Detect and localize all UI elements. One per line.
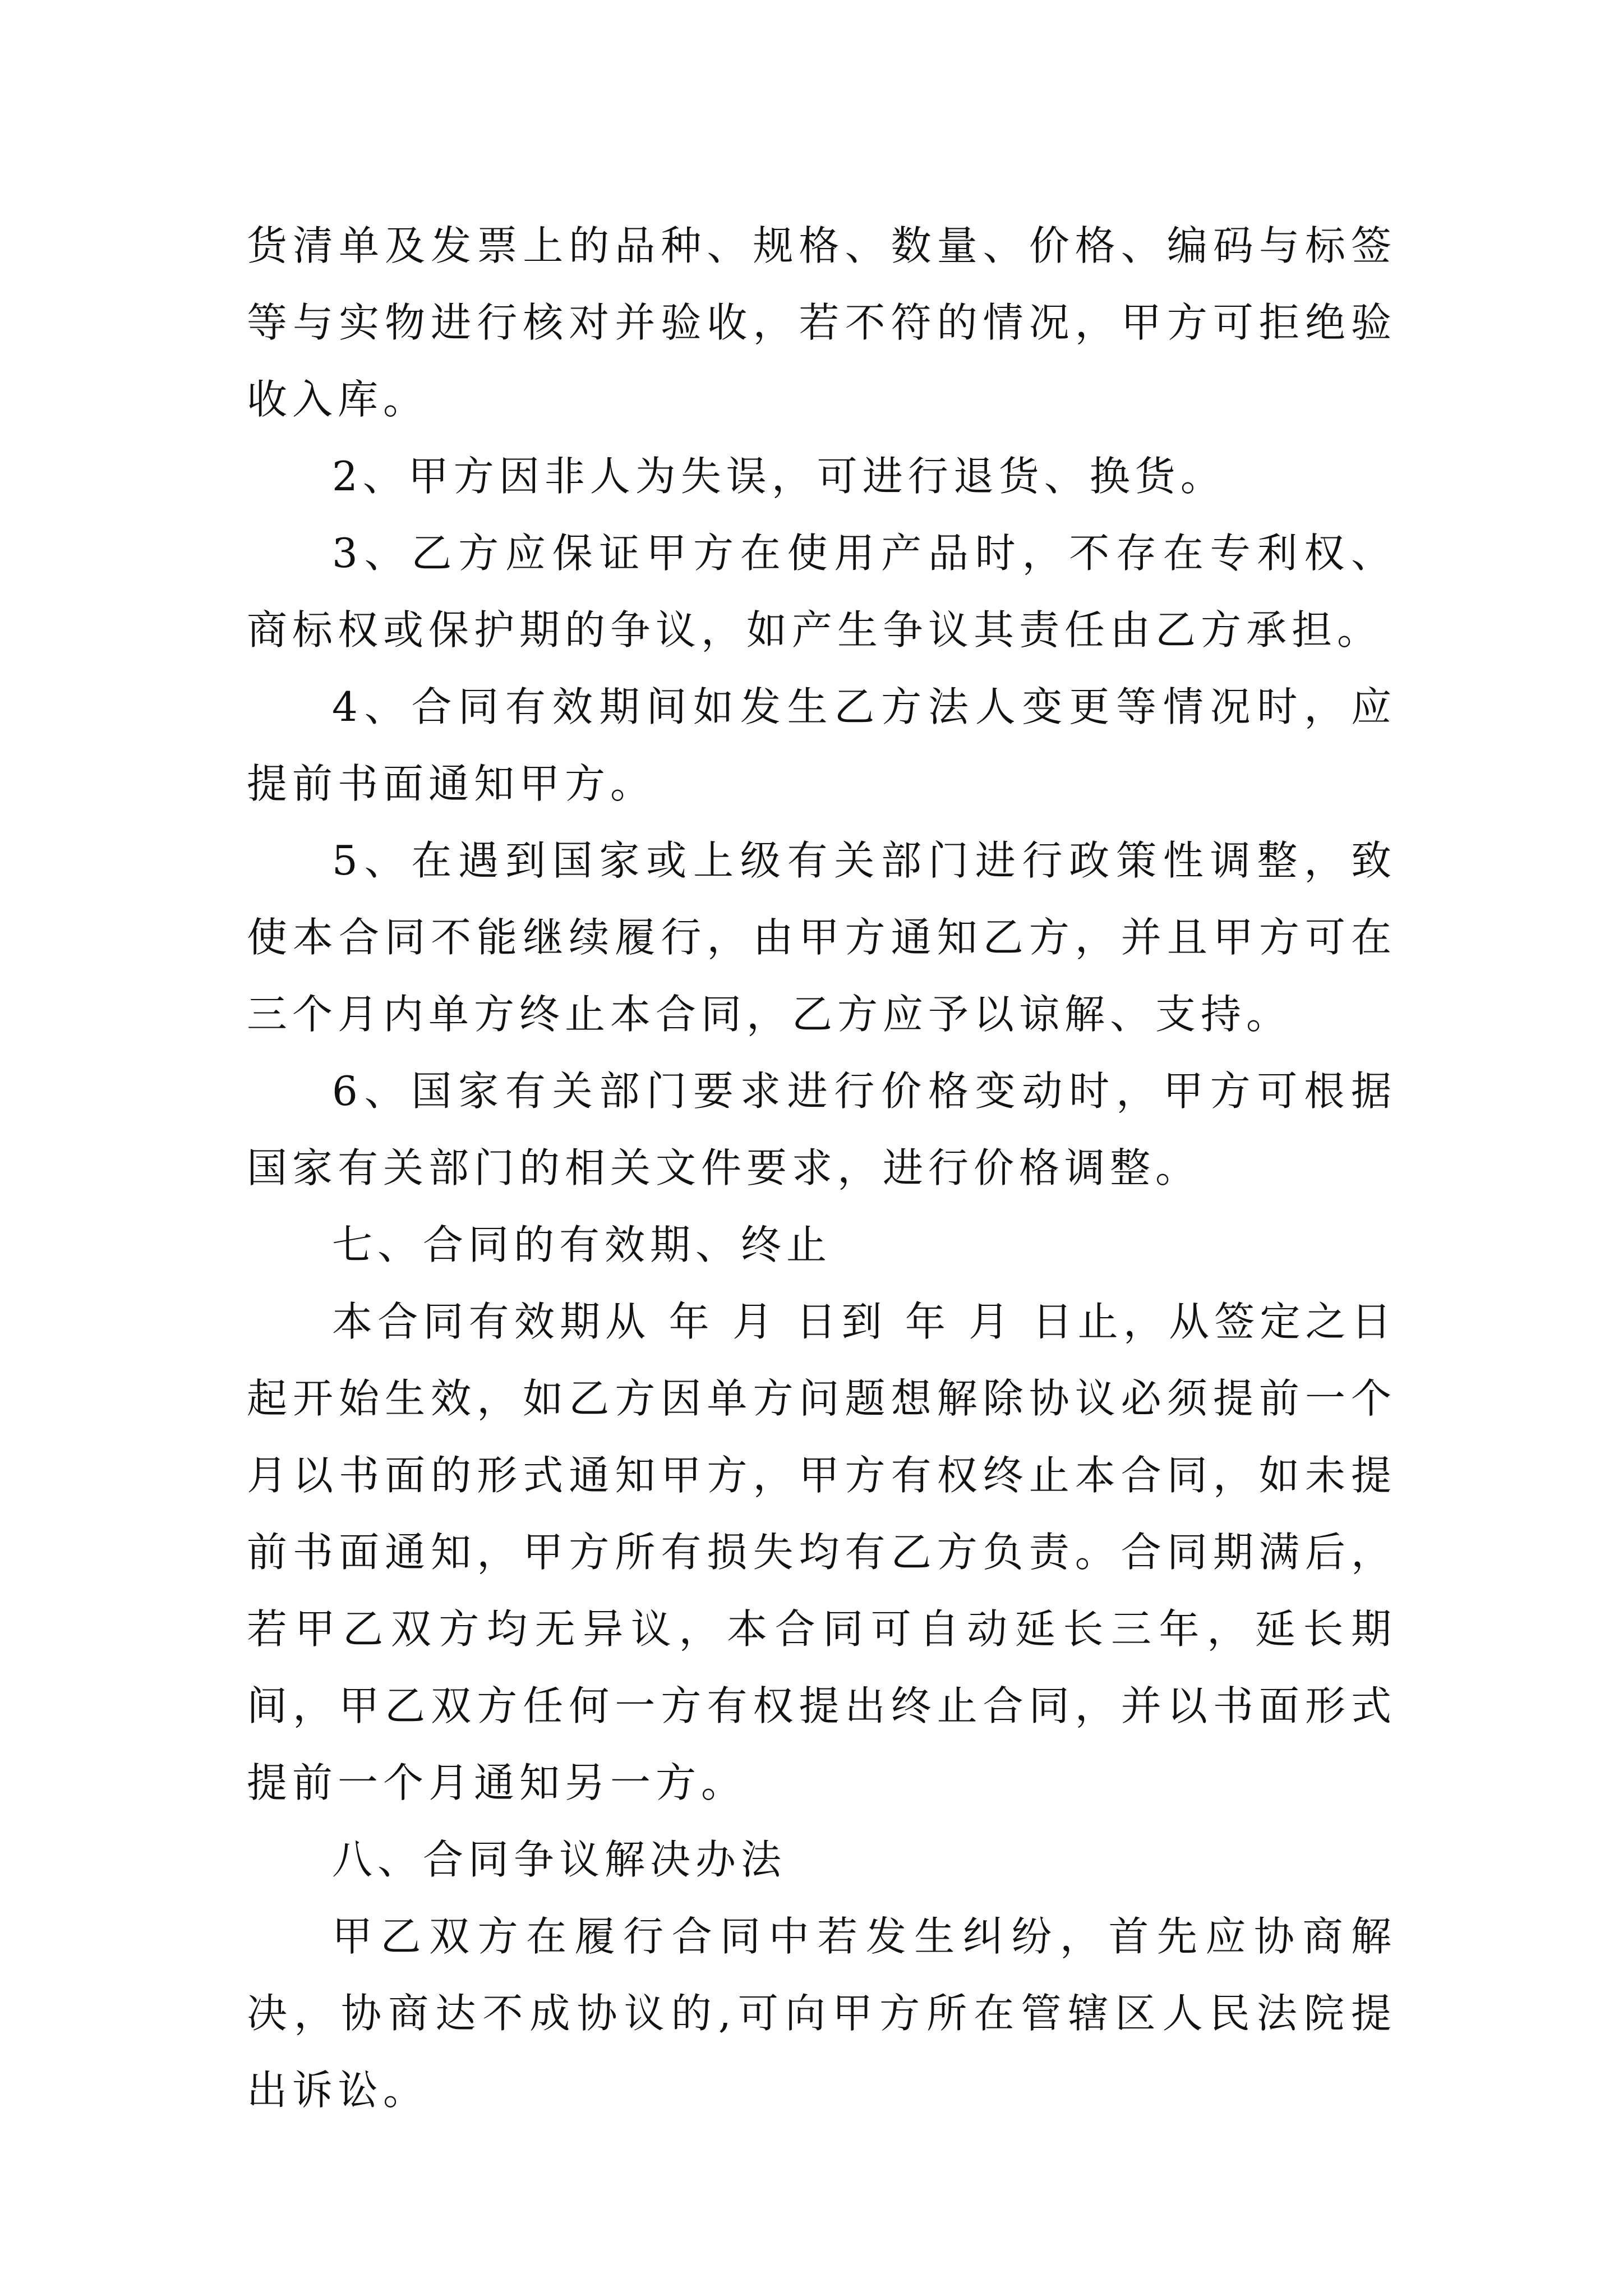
paragraph-section-8: 甲乙双方在履行合同中若发生纠纷，首先应协商解决，协商达不成协议的,可向甲方所在管辖区人民法院提出诉讼。 [247, 1913, 1396, 2114]
paragraph-item-4: 4、合同有效期间如发生乙方法人变更等情况时，应提前书面通知甲方。 [247, 683, 1396, 807]
paragraph-section-7: 本合同有效期从 年 月 日到 年 月 日止，从签定之日起开始生效，如乙方因单方问题想解除协议必须提前一个月以书面的形式通知甲方，甲方有权终止本合同，如未提前书面通知，甲方所有损失均有乙方负责。合同期满后，若甲乙双方均无异议，本合同可自动延长三年，延长期间，甲乙双方任何一方有权提出终止合同，并以书面形式提前一个月通知另一方。 [247, 1298, 1396, 1806]
paragraph-item-3: 3、乙方应保证甲方在使用产品时，不存在专利权、商标权或保护期的争议，如产生争议其责任由乙方承担。 [247, 530, 1396, 654]
section-heading-7: 七、合同的有效期、终止 [332, 1221, 832, 1268]
paragraph-item-2: 2、甲方因非人为失误，可进行退货、换货。 [332, 453, 1226, 500]
section-heading-8: 八、合同争议解决办法 [332, 1836, 787, 1883]
paragraph-item-6: 6、国家有关部门要求进行价格变动时，甲方可根据国家有关部门的相关文件要求，进行价格调整。 [247, 1068, 1396, 1191]
document-body [247, 208, 1396, 2129]
paragraph-continuation: 货清单及发票上的品种、规格、数量、价格、编码与标签等与实物进行核对并验收，若不符的情况，甲方可拒绝验收入库。 [247, 222, 1396, 423]
paragraph-item-5: 5、在遇到国家或上级有关部门进行政策性调整，致使本合同不能继续履行，由甲方通知乙方，并且甲方可在三个月内单方终止本合同，乙方应予以谅解、支持。 [247, 837, 1396, 1038]
